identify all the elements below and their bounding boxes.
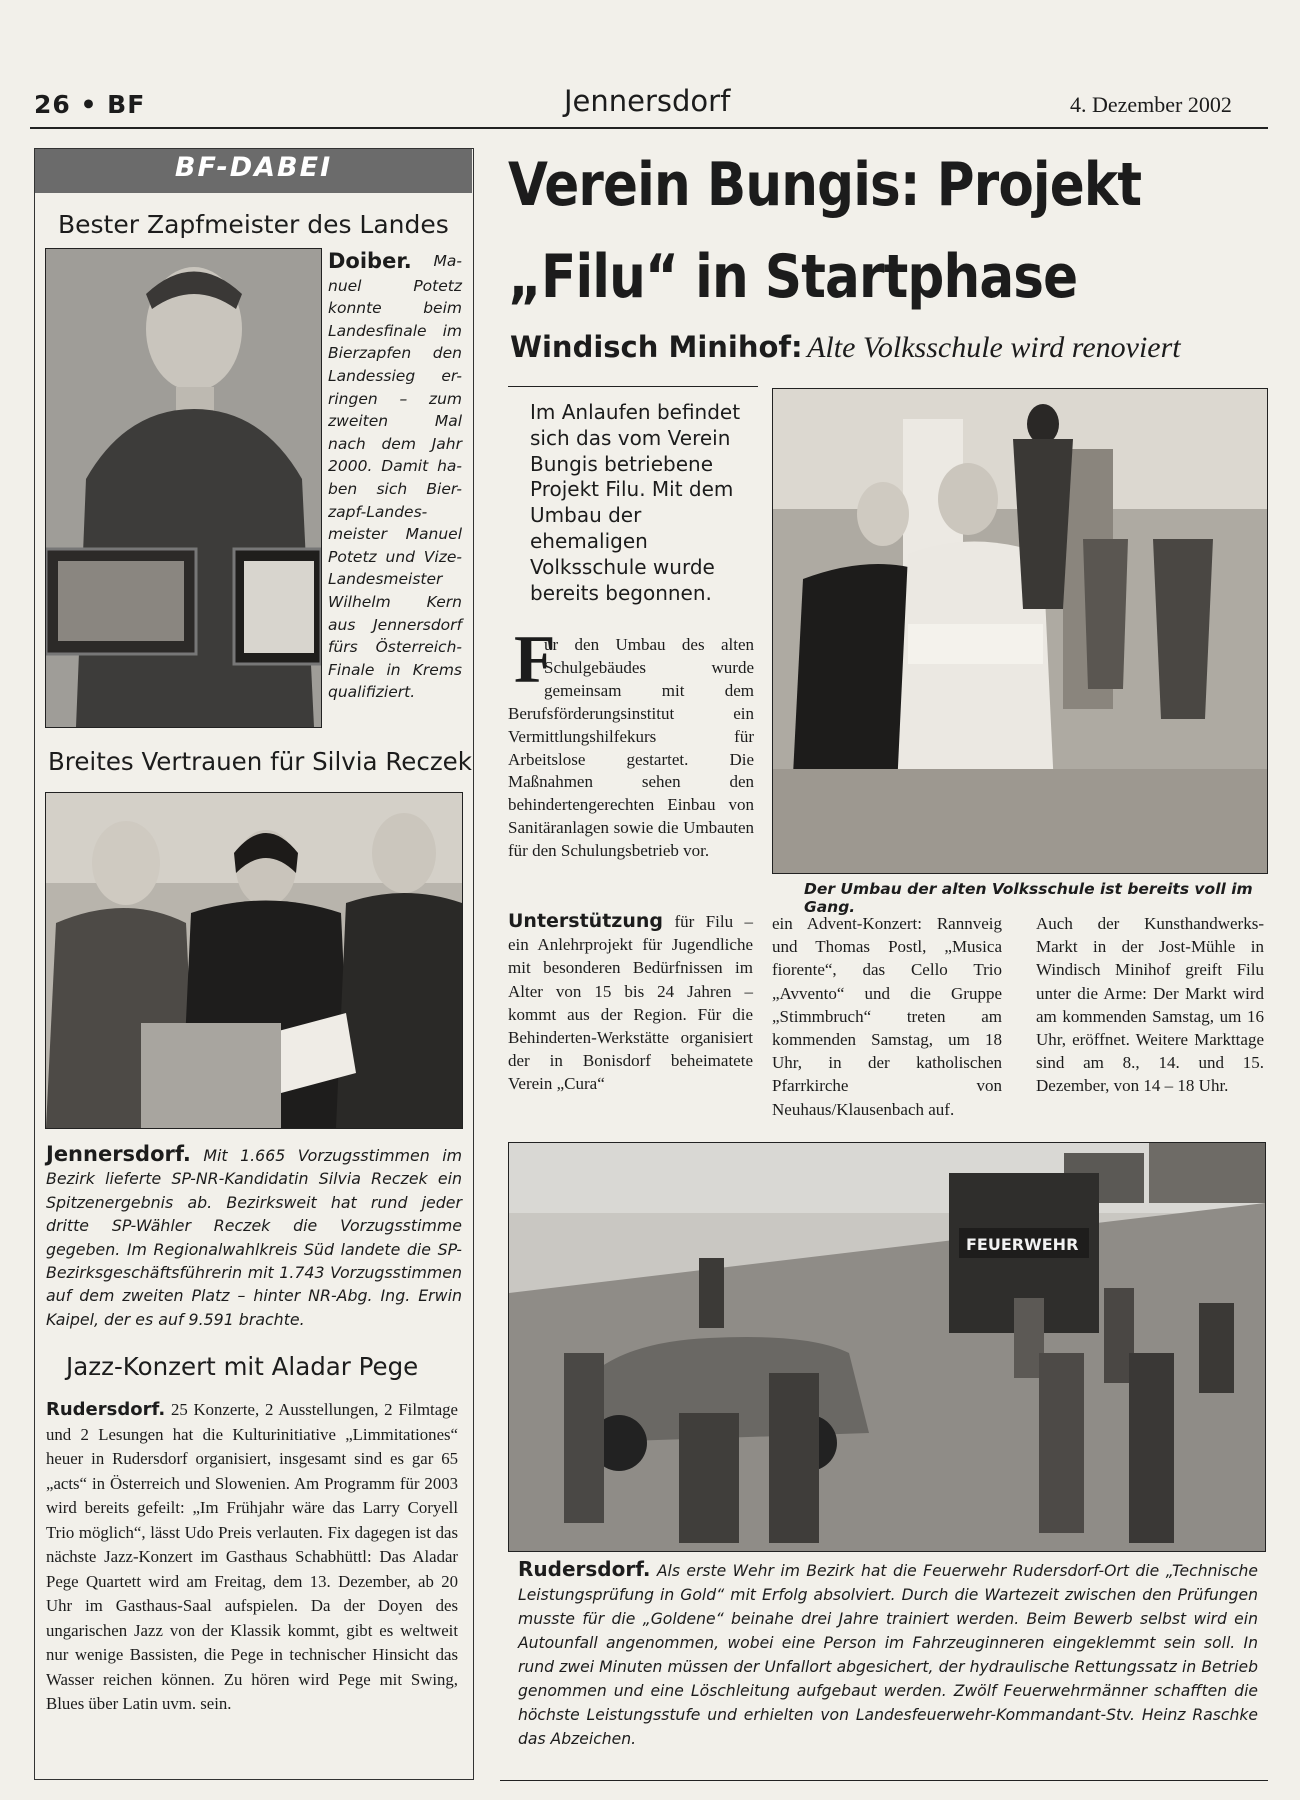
story1-line: nach dem Jahr — [328, 434, 462, 453]
story1-line: ringen – zum — [328, 389, 462, 408]
story2-lead: Jennersdorf. — [46, 1142, 191, 1166]
story3-text — [46, 1398, 458, 1717]
column1 — [508, 910, 753, 1096]
story3-lead: Rudersdorf. — [46, 1399, 166, 1420]
story1-line: Wilhelm Kern — [328, 592, 462, 611]
fire-caption-text: Als erste Wehr im Bezirk hat die Feuerwehr Rudersdorf-Ort die „Technische Leistungsprüfung in Gold“ mit Erfolg absolviert. Durch die Wartezeit zwischen den Prüfungen musste für die „Goldene“ beinahe drei Jahre trainiert werden. Beim Bewerb selbst wird ein Autounfall angenommen, wobei eine Person im Fahrzeuginneren eingeklemmt sein soll. In rund zwei Minuten müssen der Unfallort abgesichert, der hydraulische Rettungssatz in Betrieb genommen und eine Löschleitung aufgebaut werden. Zwölf Feuerwehrmänner schafften die höchste Leistungsstufe und erhielten von Landesfeuerwehr-Kommandant-Stv. Heinz Raschke das Abzeichen. — [518, 1562, 1258, 1748]
bottom-rule — [500, 1780, 1268, 1781]
story1-line: zapf-Landes- — [328, 502, 428, 521]
story1-line: Landessieg er- — [328, 366, 462, 385]
fire-caption-lead: Rudersdorf. — [518, 1557, 651, 1581]
main-subhead — [510, 330, 1181, 365]
story1-line: Potetz und Vize- — [328, 547, 462, 566]
story1-body-start: Ma- — [433, 252, 462, 270]
intro-rule — [508, 386, 758, 387]
story1-line: ben sich Bier- — [328, 479, 462, 498]
header-rule — [30, 127, 1268, 129]
story3-body: 25 Konzerte, 2 Ausstellungen, 2 Filmtage und 2 Lesungen hat die Kulturinitiative „Limmitationes“ heuer in Rudersdorf organisiert, insgesamt sind es gar 65 „acts“ in Österreich und Slowenien. Am Programm für 2003 wird bereits gefeilt: „Im Frühjahr wäre das Larry Coryell Trio möglich“, lässt Udo Preis verlauten. Fix dagegen ist das nächste Jazz-Konzert im Gasthaus Schabhüttl: Das Aladar Pege Quartett wird am Freitag, dem 13. Dezember, ab 20 Uhr im Gasthaus-Saal aufspielen. Da der Doyen des ungarischen Jazz von der Klassik kommt, gibt es weltweit nur wenige Bassisten, die Pege in technischer Hinsicht das Wasser reichen können. Zu hören wird Pege mit Swing, Blues über Latin uvm. sein. — [46, 1400, 458, 1713]
subhead-place: Windisch Minihof: — [510, 330, 803, 364]
issue-date: 4. Dezember 2002 — [1070, 92, 1232, 117]
sidebar-banner — [35, 149, 472, 193]
story2-headline: Breites Vertrauen für Silvia Reczek — [48, 747, 472, 776]
intro-paragraph: Im Anlaufen befindet sich das vom Verein Bungis betriebene Projekt Filu. Mit dem Umbau der ehemaligen Volksschule wurde bereits begonnen. — [530, 400, 741, 605]
story1-line: aus Jennersdorf — [328, 615, 462, 634]
fire-brigade-photo — [508, 1142, 1266, 1552]
story1-line: Landesfinale im — [328, 321, 462, 340]
story1-line: meister Manuel — [328, 525, 462, 544]
reczek-photo — [45, 792, 463, 1129]
main-headline-line2: „Filu“ in Startphase — [508, 242, 1078, 312]
renovation-photo — [772, 388, 1268, 874]
story1-line: zweiten Mal — [328, 412, 462, 431]
story1-line: Bierzapfen den — [328, 344, 462, 363]
column1-lead: Unterstützung — [508, 910, 664, 932]
story1-line: Finale in Krems — [328, 660, 462, 679]
story1-line: Landesmeister — [328, 570, 443, 589]
column1-text: für Filu – ein Anlehrprojekt für Jugendliche mit besonderen Bedürfnissen im Alter von 15 bis 24 Jahren – kommt aus der Region. Für die Behinderten-Werkstätte organisiert der in Bonisdorf beheimatete Verein „Cura“ — [508, 912, 753, 1094]
section-title: Jennersdorf — [564, 84, 731, 118]
column2: ein Advent-Konzert: Rannveig und Thomas Postl, „Musica fiorente“, das Cello Trio „Avvento“ und die Gruppe „Stimmbruch“ treten am kommenden Samstag, um 18 Uhr, in der katholischen Pfarrkirche von Neuhaus/Klausenbach auf. — [772, 914, 1002, 1119]
story1-line: qualifiziert. — [328, 683, 416, 702]
truck-label: FEUERWEHR — [966, 1235, 1079, 1254]
dropcap: F — [514, 621, 556, 697]
story1-line: 2000. Damit ha- — [328, 457, 462, 476]
story1-text — [328, 250, 462, 704]
story1-line: nuel Potetz — [328, 276, 462, 295]
main-headline-line1: Verein Bungis: Projekt — [508, 150, 1142, 220]
story1-lead: Doiber. — [328, 249, 412, 273]
story1-line: konnte beim — [328, 299, 462, 318]
page-number-label: 26 • BF — [34, 90, 146, 119]
story2-text — [46, 1143, 462, 1331]
story1-body — [328, 275, 462, 704]
fire-caption — [518, 1557, 1258, 1751]
story1-line: fürs Österreich- — [328, 638, 462, 657]
sidebar-banner-text: BF-DABEI — [174, 152, 333, 183]
story1-headline: Bester Zapfmeister des Landes — [58, 210, 449, 239]
body-para1 — [508, 634, 754, 863]
column3: Auch der Kunsthandwerks-Markt in der Jost-Mühle in Windisch Minihof greift Filu unter die Arme: Der Markt wird am kommenden Samstag, um 16 Uhr, eröffnet. Weitere Markttage sind am 8., 14. und 15. Dezember, von 14 – 18 Uhr. — [1036, 914, 1264, 1096]
story3-headline: Jazz-Konzert mit Aladar Pege — [66, 1352, 419, 1381]
photo-caption: Der Umbau der alten Volksschule ist bereits voll im Gang. — [804, 880, 1253, 916]
zapfmeister-photo — [45, 248, 322, 728]
story2-body: Mit 1.665 Vorzugsstimmen im Bezirk lieferte SP-NR-Kandidatin Silvia Reczek ein Spitzenergebnis ab. Bezirksweit hat rund jeder dritte SP-Wähler Reczek die Vorzugsstimme gegeben. Im Regionalwahlkreis Süd landete die SP-Bezirksgeschäftsführerin mit 1.743 Vorzugsstimmen auf dem zweiten Platz – hinter NR-Abg. Ing. Erwin Kaipel, der es auf 9.591 brachte. — [46, 1146, 462, 1329]
body-para1-text: ür den Umbau des alten Schulgebäudes wurde gemeinsam mit dem Berufsförderungsinstitut ein Vermittlungshilfekurs für Arbeitslose gestartet. Die Maßnahmen sehen den behindertengerechten Einbau von Sanitäranlagen sowie die Umbauten für den Schulungsbetrieb vor. — [508, 635, 754, 861]
subhead-text: Alte Volksschule wird renoviert — [807, 331, 1181, 364]
